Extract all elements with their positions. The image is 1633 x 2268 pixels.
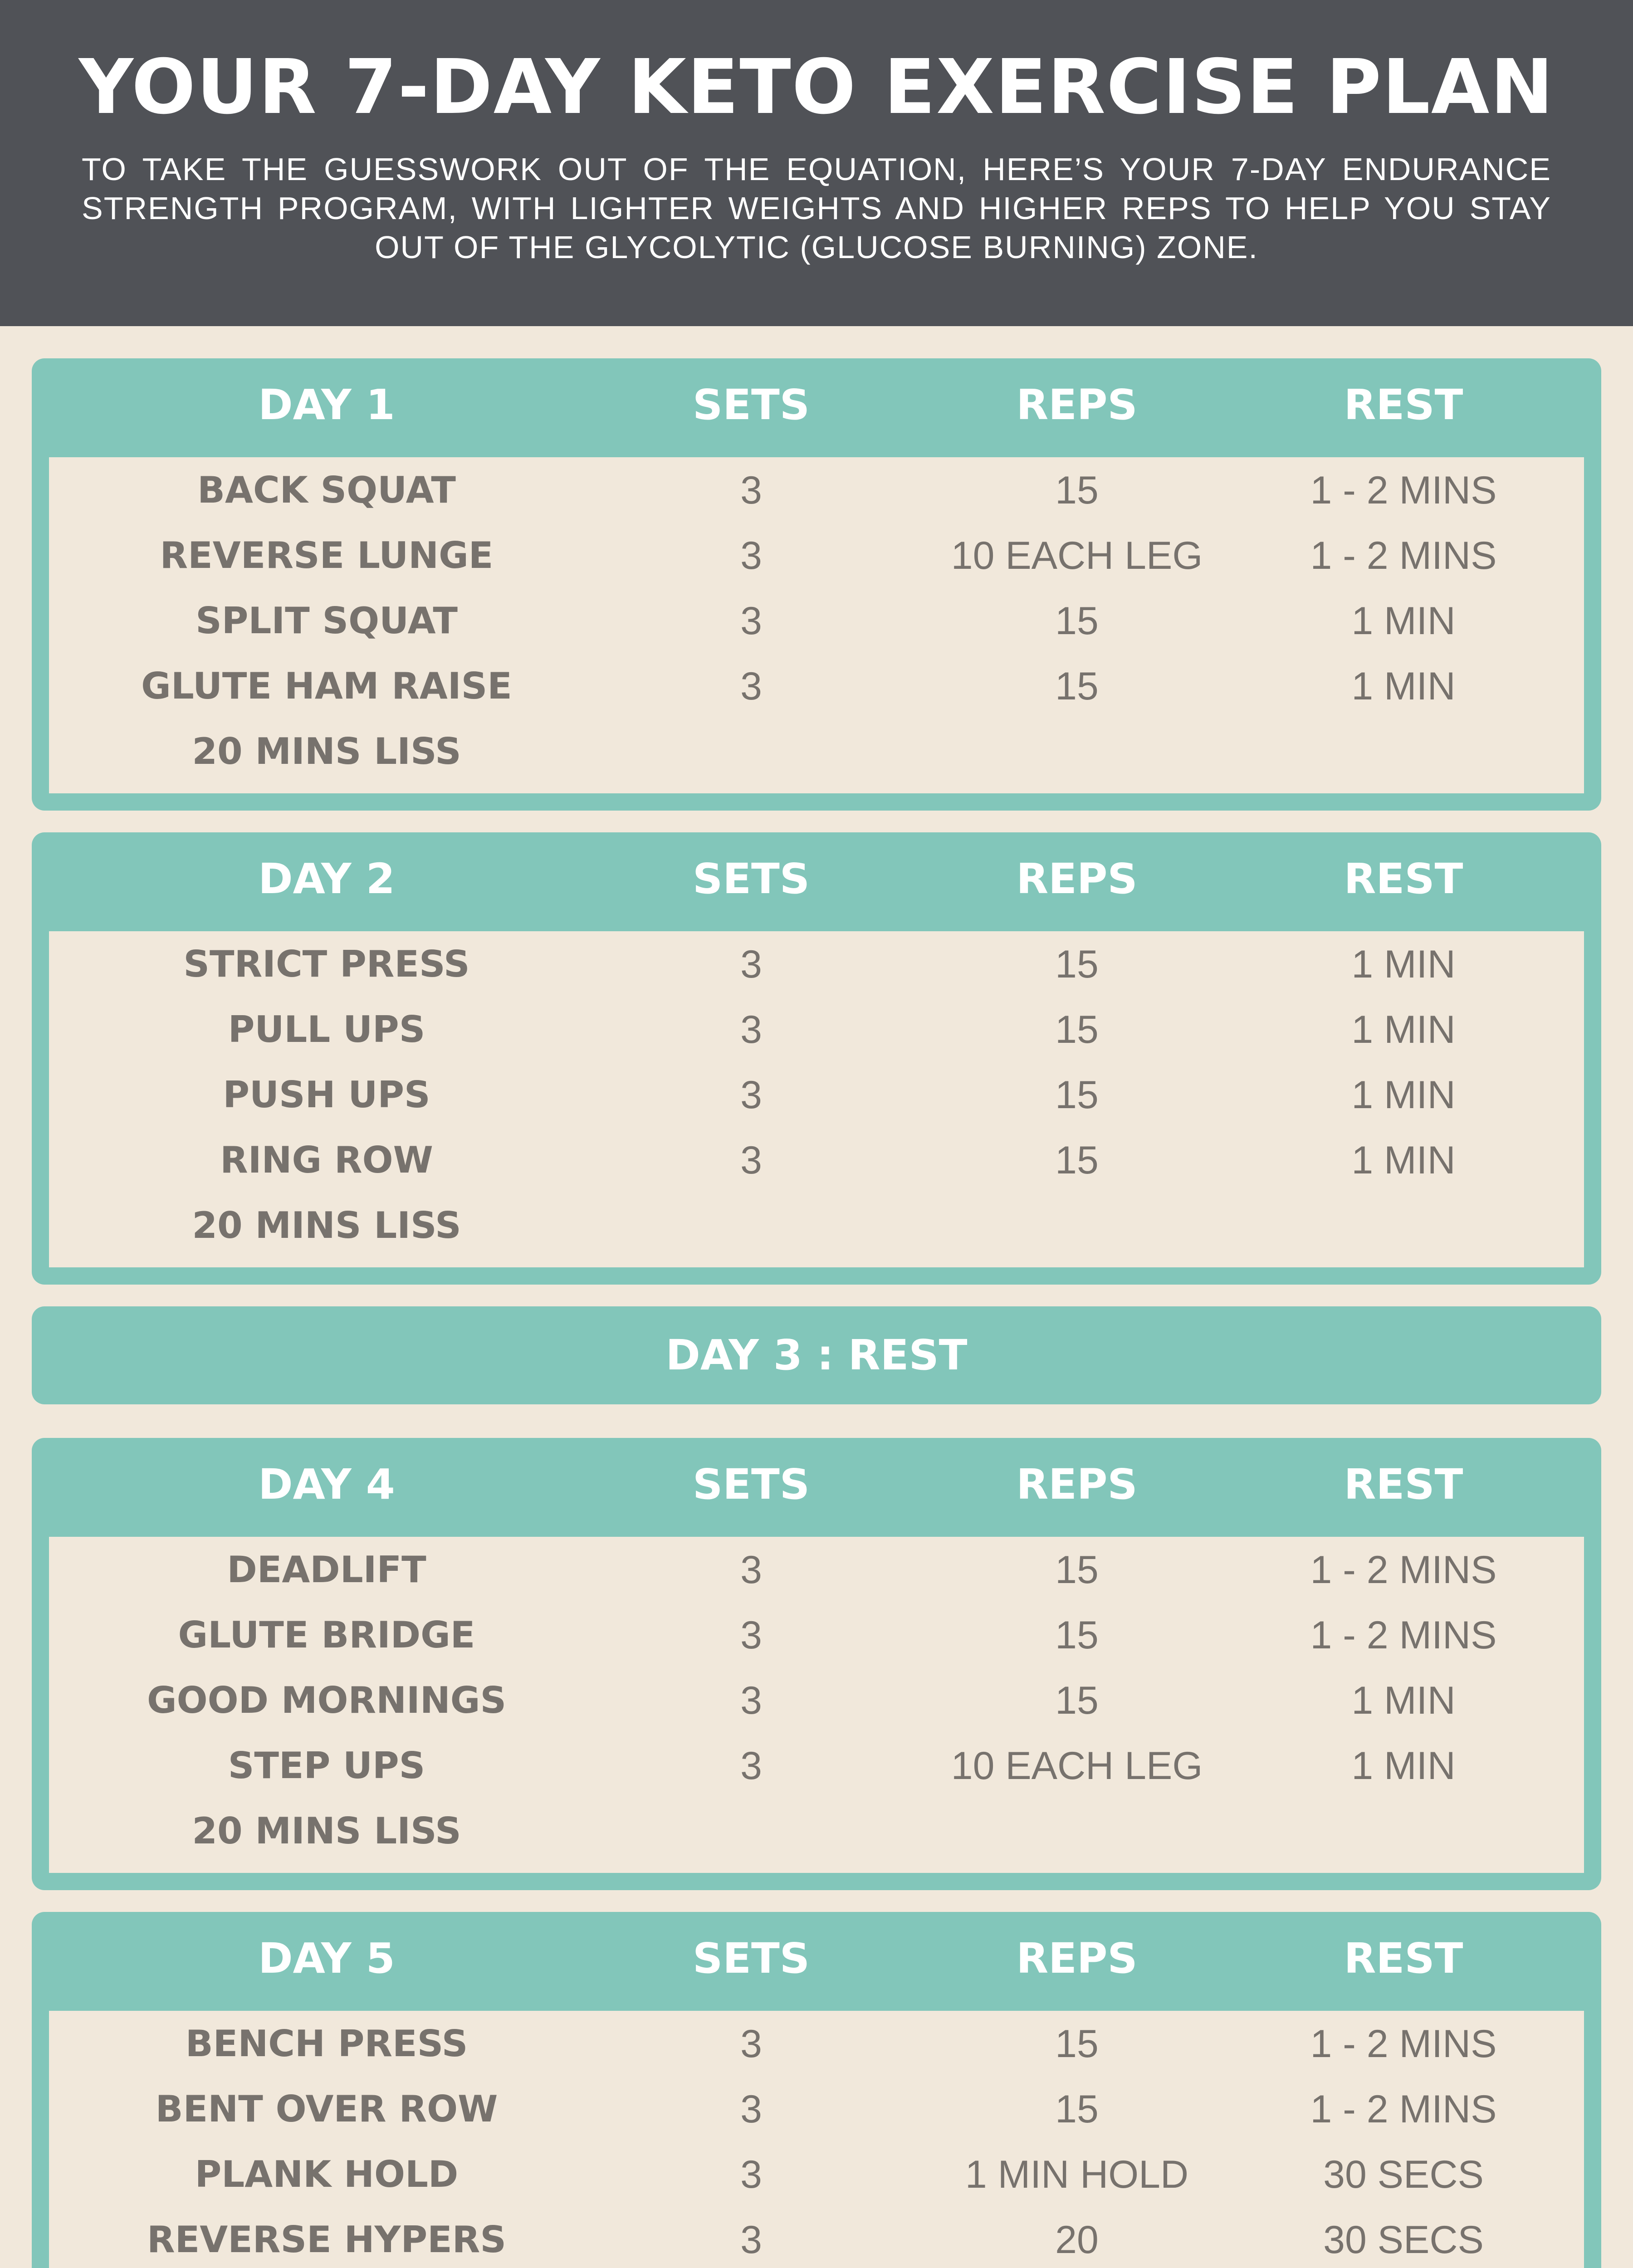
reps-value: 15: [1055, 2087, 1099, 2131]
reps-value: 1 MIN HOLD: [965, 2153, 1189, 2196]
sets-value: 3: [740, 469, 762, 512]
rest-value: 1 - 2 MINS: [1310, 2087, 1497, 2131]
exercise-name: 20 MINS LISS: [192, 730, 461, 772]
page-subtitle: TO TAKE THE GUESSWORK OUT OF THE EQUATION, HERE’S YOUR 7-DAY ENDURANCE STRENGTH PROGRAM, WITH LIGHTER WEIGHTS AND HIGHER REPS TO HELP YOU STAY OUT OF THE GLYCOLYTIC (GLUCOSE BURNING) ZONE.: [82, 152, 1551, 265]
rest-value: 30 SECS: [1323, 2153, 1484, 2196]
sets-header: SETS: [692, 855, 810, 903]
reps-value: 15: [1055, 665, 1099, 708]
header: [0, 0, 1633, 326]
table-row: [49, 458, 1584, 523]
day-card-table: [49, 2011, 1584, 2268]
sets-value: 3: [740, 2087, 762, 2131]
rest-value: 1 - 2 MINS: [1310, 2022, 1497, 2066]
reps-header: REPS: [1016, 855, 1138, 903]
day-3-rest-bar: DAY 3 : REST: [32, 1306, 1601, 1404]
day-card: [32, 358, 1601, 811]
rest-value: 1 MIN: [1351, 665, 1456, 708]
day-card: [32, 1438, 1601, 1890]
table-row: [49, 1733, 1584, 1799]
table-row: [49, 1799, 1584, 1864]
sets-value: 3: [740, 2218, 762, 2262]
day-label: DAY 4: [258, 1460, 395, 1509]
reps-value: 15: [1055, 1679, 1099, 1722]
sets-value: 3: [740, 1744, 762, 1788]
reps-value: 15: [1055, 2022, 1099, 2066]
table-row: [49, 588, 1584, 654]
day-card-header: [32, 358, 1601, 457]
reps-value: 15: [1055, 1139, 1099, 1182]
table-row: [49, 1537, 1584, 1603]
sets-value: 3: [740, 2022, 762, 2066]
reps-value: 15: [1055, 1073, 1099, 1117]
sets-value: 3: [740, 943, 762, 986]
day-card: [32, 832, 1601, 1285]
exercise-name: GLUTE HAM RAISE: [141, 665, 512, 707]
table-row: [49, 2077, 1584, 2142]
exercise-name: STEP UPS: [228, 1745, 425, 1787]
rest-value: 1 MIN: [1351, 1073, 1456, 1117]
exercise-name: STRICT PRESS: [183, 943, 470, 985]
sets-header: SETS: [692, 381, 810, 429]
sets-value: 3: [740, 1548, 762, 1592]
reps-value: 15: [1055, 469, 1099, 512]
rest-value: 1 - 2 MINS: [1310, 469, 1497, 512]
sets-header: SETS: [692, 1934, 810, 1983]
day-card-table: [49, 931, 1584, 1267]
page-title: YOUR 7-DAY KETO EXERCISE PLAN: [78, 44, 1555, 131]
exercise-name: DEADLIFT: [227, 1549, 426, 1591]
day-card-table: [49, 457, 1584, 793]
rest-header: REST: [1344, 855, 1463, 903]
sets-value: 3: [740, 2153, 762, 2196]
exercise-name: REVERSE LUNGE: [160, 534, 494, 577]
sets-value: 3: [740, 1073, 762, 1117]
exercise-name: BENT OVER ROW: [155, 2088, 498, 2130]
rest-value: 1 MIN: [1351, 599, 1456, 643]
table-row: [49, 2011, 1584, 2077]
day-card-header: [32, 1438, 1601, 1537]
rest-value: 1 MIN: [1351, 943, 1456, 986]
table-row: [49, 1193, 1584, 1258]
reps-header: REPS: [1016, 1934, 1138, 1983]
day-card-header: [32, 1912, 1601, 2011]
sets-value: 3: [740, 1008, 762, 1051]
day-card: [32, 1912, 1601, 2268]
exercise-name: GLUTE BRIDGE: [178, 1614, 475, 1656]
table-row: [49, 1062, 1584, 1128]
rest-value: 1 MIN: [1351, 1008, 1456, 1051]
rest-value: 30 SECS: [1323, 2218, 1484, 2262]
exercise-name: PULL UPS: [228, 1008, 425, 1051]
rest-value: 1 MIN: [1351, 1139, 1456, 1182]
sets-value: 3: [740, 1679, 762, 1722]
exercise-name: GOOD MORNINGS: [147, 1679, 507, 1721]
rest-value: 1 - 2 MINS: [1310, 534, 1497, 577]
sets-value: 3: [740, 599, 762, 643]
reps-value: 10 EACH LEG: [951, 534, 1203, 577]
exercise-name: 20 MINS LISS: [192, 1810, 461, 1852]
exercise-name: SPLIT SQUAT: [196, 600, 458, 642]
exercise-name: 20 MINS LISS: [192, 1204, 461, 1246]
reps-value: 10 EACH LEG: [951, 1744, 1203, 1788]
table-row: [49, 1668, 1584, 1733]
table-row: [49, 932, 1584, 997]
sets-value: 3: [740, 1613, 762, 1657]
rest-header: REST: [1344, 381, 1463, 429]
reps-value: 15: [1055, 943, 1099, 986]
reps-header: REPS: [1016, 1460, 1138, 1509]
table-row: [49, 997, 1584, 1062]
reps-header: REPS: [1016, 381, 1138, 429]
day-card-header: [32, 832, 1601, 931]
sets-header: SETS: [692, 1460, 810, 1509]
table-row: [49, 719, 1584, 784]
exercise-name: REVERSE HYPERS: [147, 2219, 506, 2261]
rest-value: 1 MIN: [1351, 1744, 1456, 1788]
rest-value: 1 - 2 MINS: [1310, 1548, 1497, 1592]
sets-value: 3: [740, 1139, 762, 1182]
reps-value: 15: [1055, 599, 1099, 643]
table-row: [49, 523, 1584, 588]
exercise-name: PLANK HOLD: [195, 2153, 459, 2195]
day-card-table: [49, 1537, 1584, 1873]
reps-value: 15: [1055, 1613, 1099, 1657]
reps-value: 20: [1055, 2218, 1099, 2262]
sets-value: 3: [740, 534, 762, 577]
table-row: [49, 1603, 1584, 1668]
day-label: DAY 5: [258, 1934, 395, 1983]
table-row: [49, 2142, 1584, 2207]
table-row: [49, 654, 1584, 719]
day-label: DAY 2: [258, 855, 395, 903]
rest-header: REST: [1344, 1460, 1463, 1509]
exercise-name: BACK SQUAT: [197, 469, 456, 511]
rest-value: 1 MIN: [1351, 1679, 1456, 1722]
exercise-name: PUSH UPS: [223, 1074, 430, 1116]
day-label: DAY 1: [258, 381, 395, 429]
reps-value: 15: [1055, 1008, 1099, 1051]
rest-value: 1 - 2 MINS: [1310, 1613, 1497, 1657]
exercise-name: BENCH PRESS: [185, 2023, 468, 2065]
rest-header: REST: [1344, 1934, 1463, 1983]
reps-value: 15: [1055, 1548, 1099, 1592]
exercise-name: RING ROW: [220, 1139, 433, 1181]
table-row: [49, 2207, 1584, 2268]
table-row: [49, 1128, 1584, 1193]
sets-value: 3: [740, 665, 762, 708]
